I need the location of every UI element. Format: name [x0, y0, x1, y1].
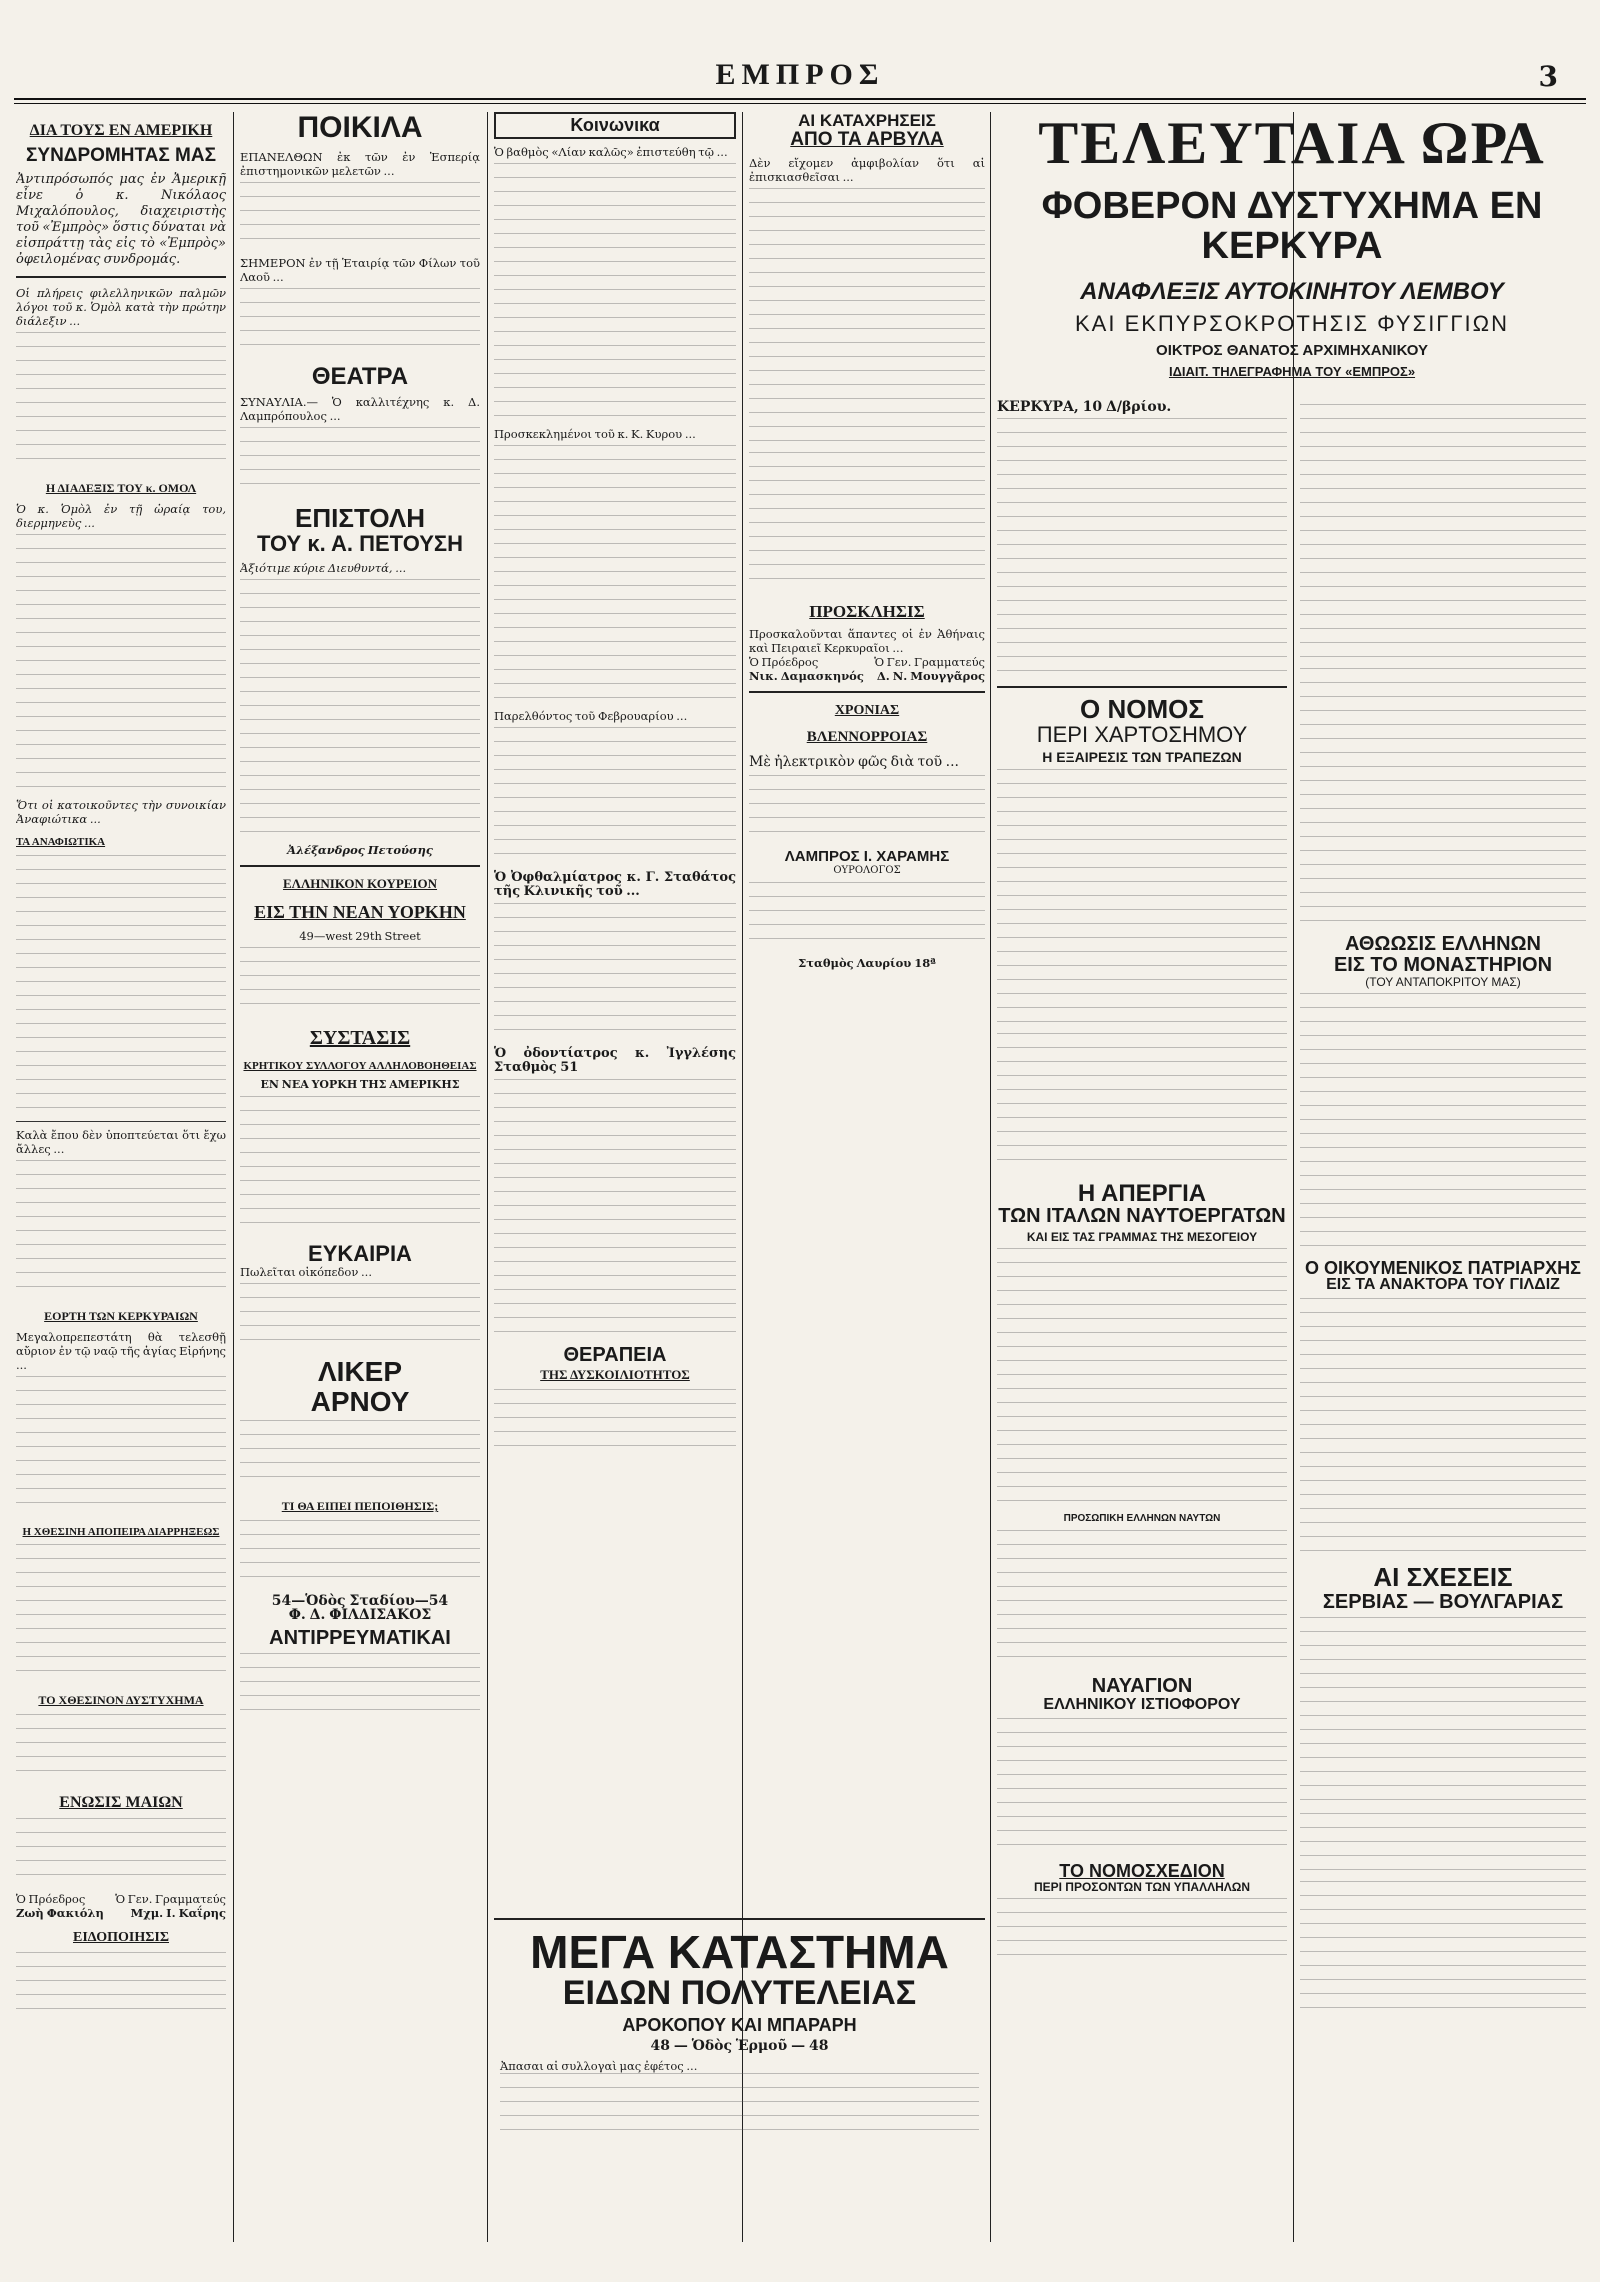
section-heading: ΤΕΛΕΥΤΑΙΑ ΩΡΑ — [1038, 112, 1546, 176]
section-heading: ΕΙΣ ΤΑ ΑΝΑΚΤΟΡΑ ΤΟΥ ΓΙΛΔΙΖ — [1326, 1276, 1560, 1294]
section-heading: ΣΕΡΒΙΑΣ — ΒΟΥΛΓΑΡΙΑΣ — [1322, 1590, 1564, 1613]
ad-heading: ΕΙΔΩΝ ΠΟΛΥΤΕΛΕΙΑΣ — [562, 1974, 917, 2013]
section-heading: ΤΑ ΑΝΑΦΙΩΤΙΚΑ — [16, 836, 106, 849]
section-heading: ΟΙΚΤΡΟΣ ΘΑΝΑΤΟΣ ΑΡΧΙΜΗΧΑΝΙΚΟΥ — [1156, 342, 1428, 360]
section-heading: ΤΟ ΧΘΕΣΙΝΟΝ ΔΥΣΤΥΧΗΜΑ — [38, 1693, 204, 1708]
section-heading: ΦΟΒΕΡΟΝ ΔΥΣΤΥΧΗΜΑ ΕΝ ΚΕΡΚΥΡΑ — [1041, 185, 1543, 267]
section-heading: ΤΙ ΘΑ ΕΙΠΕΙ ΠΕΠΟΙΘΗΣΙΣ; — [281, 1499, 439, 1514]
section-heading: ΚΑΙ ΕΙΣ ΤΑΣ ΓΡΑΜΜΑΣ ΤΗΣ ΜΕΣΟΓΕΙΟΥ — [1026, 1230, 1258, 1245]
page-number: 3 — [1538, 60, 1558, 93]
ad-heading: ΛΑΜΠΡΟΣ Ι. ΧΑΡΑΜΗΣ — [784, 847, 950, 865]
signature-label: Ὁ Γεν. Γραμματεύς — [115, 1892, 226, 1907]
article-text: Μεγαλοπρεπεστάτη θὰ τελεσθῇ αὔριον ἐν τῷ ναῷ τῆς ἁγίας Εἰρήνης ... — [16, 1329, 226, 1372]
text-block — [749, 188, 985, 448]
section-heading: ΝΑΥΑΓΙΟΝ — [1091, 1675, 1193, 1698]
text-block — [500, 2073, 979, 2143]
article-text: Προσκεκλημένοι τοῦ κ. Κ. Κυρου ... — [494, 426, 696, 441]
section-heading: ΕΛΛΗΝΙΚΟΝ ΚΟΥΡΕΙΟΝ — [282, 876, 438, 892]
signature-row — [749, 655, 985, 669]
section-heading: ΚΡΗΤΙΚΟΥ ΣΥΛΛΟΓΟΥ ΑΛΛΗΛΟΒΟΗΘΕΙΑΣ — [243, 1059, 477, 1072]
text-block — [16, 1160, 226, 1300]
text-block — [16, 1376, 226, 1516]
section-heading: ΧΡΟΝΙΑΣ — [834, 703, 900, 719]
text-block — [1300, 993, 1586, 1253]
section-heading: ΠΡΟΣΚΛΗΣΙΣ — [809, 601, 925, 621]
article-text: ΣΥΝΑΥΛΙΑ.— Ὁ καλλιτέχνης κ. Δ. Λαμπρόπουλος ... — [240, 394, 480, 423]
text-block — [997, 1530, 1287, 1670]
section-heading: ΑΙ ΣΧΕΣΕΙΣ — [1373, 1562, 1513, 1593]
section-heading: ΕΙΣ ΤΗΝ ΝΕΑΝ ΥΟΡΚΗΝ — [254, 902, 466, 923]
text-block — [240, 1520, 480, 1590]
divider — [16, 1121, 226, 1122]
column-divider — [233, 112, 234, 2242]
section-heading: ΕΙΔΟΠΟΙΗΣΙΣ — [73, 1930, 169, 1946]
text-block — [240, 427, 480, 497]
text-block — [494, 727, 736, 867]
text-block — [997, 769, 1287, 1029]
section-heading: ΘΕΡΑΠΕΙΑ — [563, 1343, 667, 1366]
section-heading: ΙΔΙΑΙΤ. ΤΗΛΕΓΡΑΦΗΜΑ ΤΟΥ «ΕΜΠΡΟΣ» — [1168, 363, 1416, 379]
signature: Φ. Δ. ΦΙΛΔΙΣΑΚΟΣ — [288, 1607, 432, 1624]
article-text: ΣΗΜΕΡΟΝ ἐν τῇ Ἑταιρίᾳ τῶν Φίλων τοῦ Λαοῦ ... — [240, 255, 480, 284]
ad-text: Ἀπασαι αἱ συλλογαὶ μας ἐφέτος ... — [500, 2058, 698, 2073]
section-heading: Η ΧΘΕΣΙΝΗ ΑΠΟΠΕΙΡΑ ΔΙΑΡΡΗΞΕΩΣ — [22, 1525, 220, 1538]
article-text: Ὁ Ὀφθαλμίατρος κ. Γ. Σταθάτος τῆς Κλινικῆς τοῦ ... — [494, 869, 736, 899]
signature-name: Ζωὴ Φακιόλη — [16, 1906, 104, 1921]
article-text: ΕΠΑΝΕΛΘΩΝ ἐκ τῶν ἐν Ἑσπερίᾳ ἐπιστημονικῶν μελετῶν ... — [240, 149, 480, 178]
signature-name: Δ. Ν. Μουγγᾶρος — [876, 669, 985, 684]
ad-heading: ΑΝΤΙΡΡΕΥΜΑΤΙΚΑΙ — [269, 1627, 451, 1650]
section-heading: Η ΕΞΑΙΡΕΣΙΣ ΤΩΝ ΤΡΑΠΕΖΩΝ — [1042, 749, 1242, 766]
article-text: Ὁ ὀδοντίατρος κ. Ἰγγλέσης Σταθμὸς 51 — [494, 1045, 736, 1075]
text-block — [240, 1096, 480, 1236]
text-block — [997, 1248, 1287, 1508]
text-block — [16, 332, 226, 472]
section-heading: ΕΛΛΗΝΙΚΟΥ ΙΣΤΙΟΦΟΡΟΥ — [1043, 1696, 1241, 1714]
section-heading: Η ΑΠΕΡΓΙΑ — [1077, 1180, 1207, 1208]
masthead — [0, 0, 1600, 120]
column-6 — [1300, 400, 1586, 2242]
text-block — [494, 163, 736, 423]
address: Σταθμὸς Λαυρίου 18ª — [798, 956, 936, 971]
text-block — [240, 182, 480, 252]
section-heading: ΚΑΙ ΕΚΠΥΡΣΟΚΡΟΤΗΣΙΣ ΦΥΣΙΓΓΙΩΝ — [1075, 310, 1509, 336]
article-text: Προσκαλοῦνται ἅπαντες οἱ ἐν Ἀθήναις καὶ Πειραιεῖ Κερκυραῖοι ... — [749, 627, 985, 656]
subheading: ΟΥΡΟΛΟΓΟΣ — [833, 865, 901, 877]
divider — [16, 276, 226, 278]
subheading: (ΤΟΥ ΑΝΤΑΠΟΚΡΙΤΟΥ ΜΑΣ) — [1365, 975, 1521, 989]
article-text: Ὅτι οἱ κατοικοῦντες τὴν συνοικίαν Ἀναφιώτικα ... — [16, 798, 226, 827]
ad-heading: ΜΕΓΑ ΚΑΤΑΣΤΗΜΑ — [530, 1926, 949, 1978]
section-heading: ΤΟΥ κ. Α. ΠΕΤΟΥΣΗ — [257, 530, 463, 556]
text-block — [240, 1420, 480, 1490]
section-heading: ΕΝΩΣΙΣ ΜΑΙΩΝ — [59, 1794, 183, 1811]
column-divider — [1293, 112, 1294, 2242]
signature-row — [16, 1906, 226, 1920]
article-text: Ὁ κ. Ὁμὸλ ἐν τῇ ὡραίᾳ του, διερμηνεὺς ... — [16, 502, 226, 531]
divider — [997, 686, 1287, 688]
section-heading: ΑΠΟ ΤΑ ΑΡΒΥΛΑ — [790, 128, 944, 150]
section-heading: ΠΕΡΙ ΠΡΟΣΟΝΤΩΝ ΤΩΝ ΥΠΑΛΛΗΛΩΝ — [1033, 1880, 1251, 1895]
text-block — [16, 1818, 226, 1888]
signature-row — [16, 1892, 226, 1906]
divider — [749, 691, 985, 693]
text-block — [749, 882, 985, 952]
text-block — [1300, 404, 1586, 664]
article-text: Οἱ πλήρεις φιλελληνικῶν παλμῶν λόγοι τοῦ κ. Ὁμὸλ κατὰ τὴν πρώτην διάλεξιν ... — [16, 286, 226, 329]
section-heading: ΒΛΕΝΝΟΡΡΟΙΑΣ — [806, 729, 928, 746]
column-divider — [990, 112, 991, 2242]
text-block — [1300, 1617, 1586, 1877]
text-block — [997, 418, 1287, 678]
article-text: Παρελθόντος τοῦ Φεβρουαρίου ... — [494, 708, 688, 723]
section-heading: ΔΙΑ ΤΟΥΣ ΕΝ ΑΜΕΡΙΚΗ — [29, 122, 213, 139]
column-5 — [997, 400, 1287, 2242]
column-divider — [487, 112, 488, 2242]
section-heading: ΕΟΡΤΗ ΤΩΝ ΚΕΡΚΥΡΑΙΩΝ — [44, 1308, 198, 1323]
divider — [240, 865, 480, 867]
text-block — [997, 1718, 1287, 1858]
section-heading: ΤΟ ΝΟΜΟΣΧΕΔΙΟΝ — [1059, 1861, 1225, 1882]
dateline: ΚΕΡΚΥΡΑ, 10 Δ/βρίου. — [997, 400, 1172, 415]
section-heading: ΤΗΣ ΔΥΣΚΟΙΛΙΟΤΗΤΟΣ — [540, 1366, 690, 1382]
breaking-news-header — [997, 112, 1587, 402]
text-block — [494, 445, 736, 705]
section-heading: ΣΥΣΤΑΣΙΣ — [309, 1026, 411, 1049]
section-heading: ΕΠΙΣΤΟΛΗ — [295, 502, 425, 533]
text-block — [494, 1079, 736, 1339]
column-4 — [749, 112, 985, 1912]
text-block — [1300, 1881, 1586, 2021]
section-heading: ΤΩΝ ΙΤΑΛΩΝ ΝΑΥΤΟΕΡΓΑΤΩΝ — [998, 1205, 1286, 1228]
ad-heading: ΑΡΝΟΥ — [310, 1385, 410, 1417]
signature-row — [749, 669, 985, 683]
text-block — [997, 1898, 1287, 1968]
section-heading: ΕΙΣ ΤΟ ΜΟΝΑΣΤΗΡΙΟΝ — [1333, 954, 1553, 976]
text-block — [240, 1283, 480, 1353]
signature-label: Ὁ Γεν. Γραμματεύς — [874, 655, 985, 670]
column-2 — [240, 112, 480, 2242]
section-heading: Η ΔΙΑΔΕΞΙΣ ΤΟΥ κ. ΟΜΟΛ — [45, 481, 197, 496]
newspaper-title: ΕΜΠΡΟΣ — [715, 58, 885, 91]
text-block — [749, 452, 985, 592]
section-heading: ΣΥΝΔΡΟΜΗΤΑΣ ΜΑΣ — [26, 145, 216, 167]
text-block — [16, 1952, 226, 2022]
text-block — [240, 579, 480, 839]
text-block — [240, 1653, 480, 1723]
ad-mega-katastima — [494, 1918, 985, 2220]
signature-label: Ὁ Πρόεδρος — [749, 655, 819, 670]
article-text: Καλὰ ἔπου δὲν ὑποπτεύεται ὅτι ἔχω ἄλλες ... — [16, 1127, 226, 1156]
signature-name: Νικ. Δαμασκηνός — [749, 669, 864, 684]
text-block — [16, 534, 226, 794]
section-heading: ΠΕΡΙ ΧΑΡΤΟΣΗΜΟΥ — [1036, 722, 1248, 748]
section-heading: ΘΕΑΤΡΑ — [311, 362, 409, 390]
signature: Ἀλέξανδρος Πετούσης — [287, 843, 433, 858]
article-text: Μὲ ἠλεκτρικὸν φῶς διὰ τοῦ ... — [749, 753, 959, 770]
section-heading: Κοινωνικα — [494, 112, 736, 139]
ad-heading: ΛΙΚΕΡ — [317, 1356, 403, 1388]
section-heading: ΑΝΑΦΛΕΞΙΣ ΑΥΤΟΚΙΝΗΤΟΥ ΛΕΜΒΟΥ — [1080, 277, 1504, 305]
text-block — [16, 1714, 226, 1784]
section-heading: ΑΙ ΚΑΤΑΧΡΗΣΕΙΣ — [798, 112, 936, 130]
section-heading: Ο ΟΙΚΟΥΜΕΝΙΚΟΣ ΠΑΤΡΙΑΡΧΗΣ — [1305, 1257, 1581, 1278]
text-block — [240, 288, 480, 358]
text-block — [494, 903, 736, 1043]
text-block — [1300, 668, 1586, 928]
text-block — [16, 855, 226, 1115]
text-block — [997, 1033, 1287, 1173]
address: 49—west 29th Street — [299, 928, 421, 943]
article-text: Ἀξιότιμε κύριε Διευθυντά, ... — [240, 561, 407, 576]
section-heading: ΑΘΩΩΣΙΣ ΕΛΛΗΝΩΝ — [1344, 933, 1542, 955]
section-heading: ΠΟΙΚΙΛΑ — [297, 112, 423, 144]
signature-label: Ὁ Πρόεδρος — [16, 1892, 86, 1907]
text-block — [1300, 1298, 1586, 1558]
article-text: Πωλεῖται οἰκόπεδον ... — [240, 1265, 372, 1280]
text-block — [494, 1389, 736, 1459]
text-block — [749, 775, 985, 845]
signature-name: Μχμ. Ι. Καΐρης — [130, 1906, 226, 1921]
address: 48 — Ὁδὸς Ἑρμοῦ — 48 — [650, 2037, 829, 2054]
subheading: ΕΝ ΝΕΑ ΥΟΡΚΗ ΤΗΣ ΑΜΕΡΙΚΗΣ — [260, 1078, 460, 1092]
address: 54—Ὁδὸς Σταδίου—54 — [271, 1593, 449, 1610]
section-heading: Ο ΝΟΜΟΣ — [1080, 694, 1204, 724]
section-heading: ΕΥΚΑΙΡΙΑ — [308, 1241, 412, 1267]
article-text: Δὲν εἴχομεν ἀμφιβολίαν ὅτι αἱ ἐπισκιασθεῖσαι ... — [749, 155, 985, 184]
subheading: ΠΡΟΣΩΠΙΚΗ ΕΛΛΗΝΩΝ ΝΑΥΤΩΝ — [1063, 1512, 1221, 1524]
column-1 — [16, 112, 226, 2242]
text-block — [16, 1544, 226, 1684]
text-block — [240, 947, 480, 1017]
notice-text: Ἀντιπρόσωπός μας ἐν Ἀμερικῇ εἶνε ὁ κ. Νικόλαος Μιχαλόπουλος, διαχειριστὴς τοῦ «Ἐμπρὸς» ὅστις δύναται νὰ εἰσπράττῃ τὰς εἰς τὸ «Ἐμπρὸς» ὀφειλομένας συνδρομάς. — [16, 172, 226, 268]
ad-heading: ΑΡΟΚΟΠΟΥ ΚΑΙ ΜΠΑΡΑΡΗ — [622, 2014, 857, 2035]
article-text: Ὁ βαθμὸς «Λίαν καλῶς» ἐπιστεύθη τῷ ... — [494, 144, 728, 159]
masthead-rule — [14, 98, 1586, 104]
